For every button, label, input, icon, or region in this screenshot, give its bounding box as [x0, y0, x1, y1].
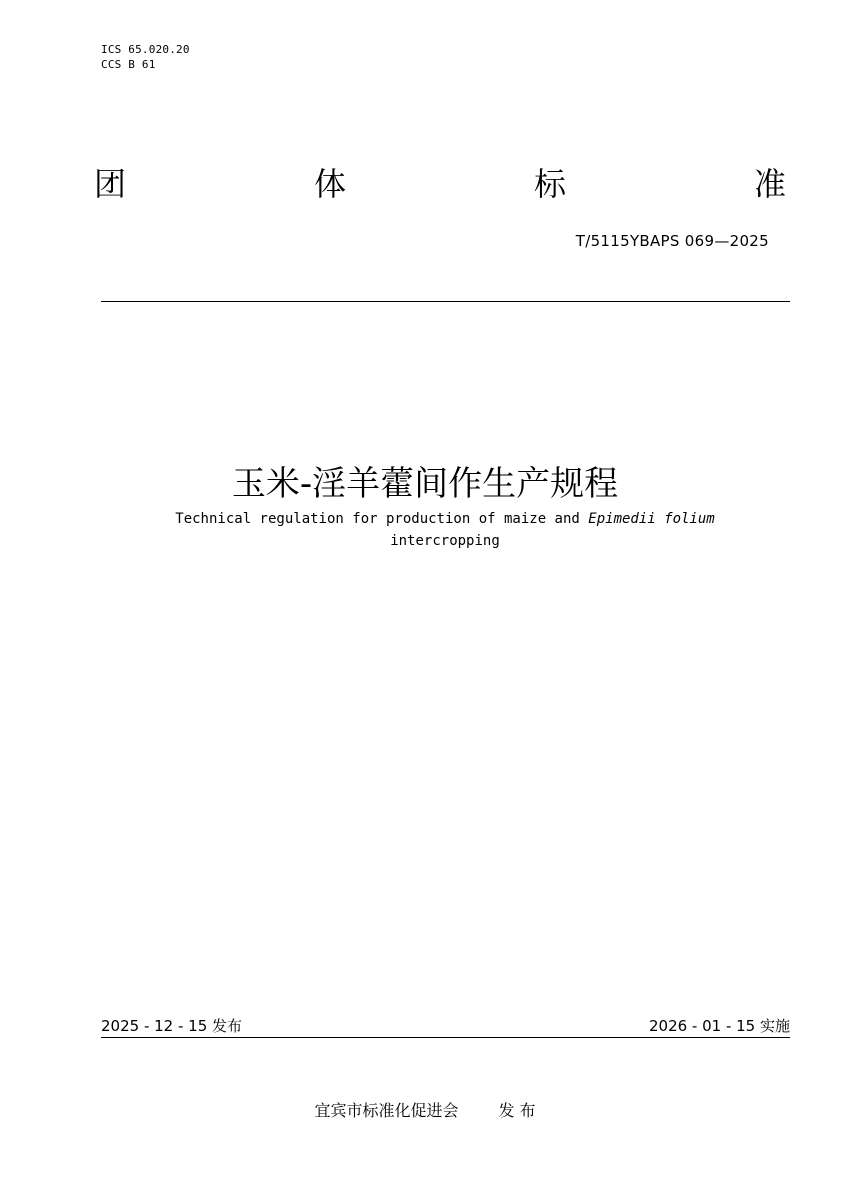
document-title-chinese: 玉米-淫羊藿间作生产规程 — [231, 464, 619, 504]
english-title-line-1 — [0, 508, 850, 530]
standard-type-char-4: 准 — [753, 165, 786, 203]
document-title-english — [0, 508, 850, 552]
date-row — [101, 1015, 790, 1037]
classification-codes — [101, 42, 190, 72]
english-title-line-2: intercropping — [390, 533, 500, 549]
top-divider — [101, 301, 790, 302]
standard-type-heading — [94, 162, 786, 206]
standard-number: T/5115YBAPS 069—2025 — [575, 232, 769, 250]
standard-type-char-1: 团 — [94, 165, 127, 203]
ccs-code: CCS B 61 — [101, 58, 156, 71]
standard-type-char-3: 标 — [533, 165, 566, 203]
standard-type-char-2: 体 — [313, 165, 346, 203]
english-title-prefix: Technical regulation for production of maize and — [175, 511, 589, 527]
implementation-date: 2026 - 01 - 15 实施 — [648, 1017, 790, 1035]
issuer-name: 宜宾市标准化促进会 — [314, 1101, 459, 1120]
bottom-divider — [101, 1037, 790, 1038]
english-title-species: Epimedii folium — [588, 511, 715, 527]
issuer-line — [0, 1098, 850, 1121]
issuer-action: 发 布 — [498, 1101, 536, 1120]
issue-date: 2025 - 12 - 15 发布 — [101, 1017, 243, 1035]
ics-code: ICS 65.020.20 — [101, 43, 190, 56]
